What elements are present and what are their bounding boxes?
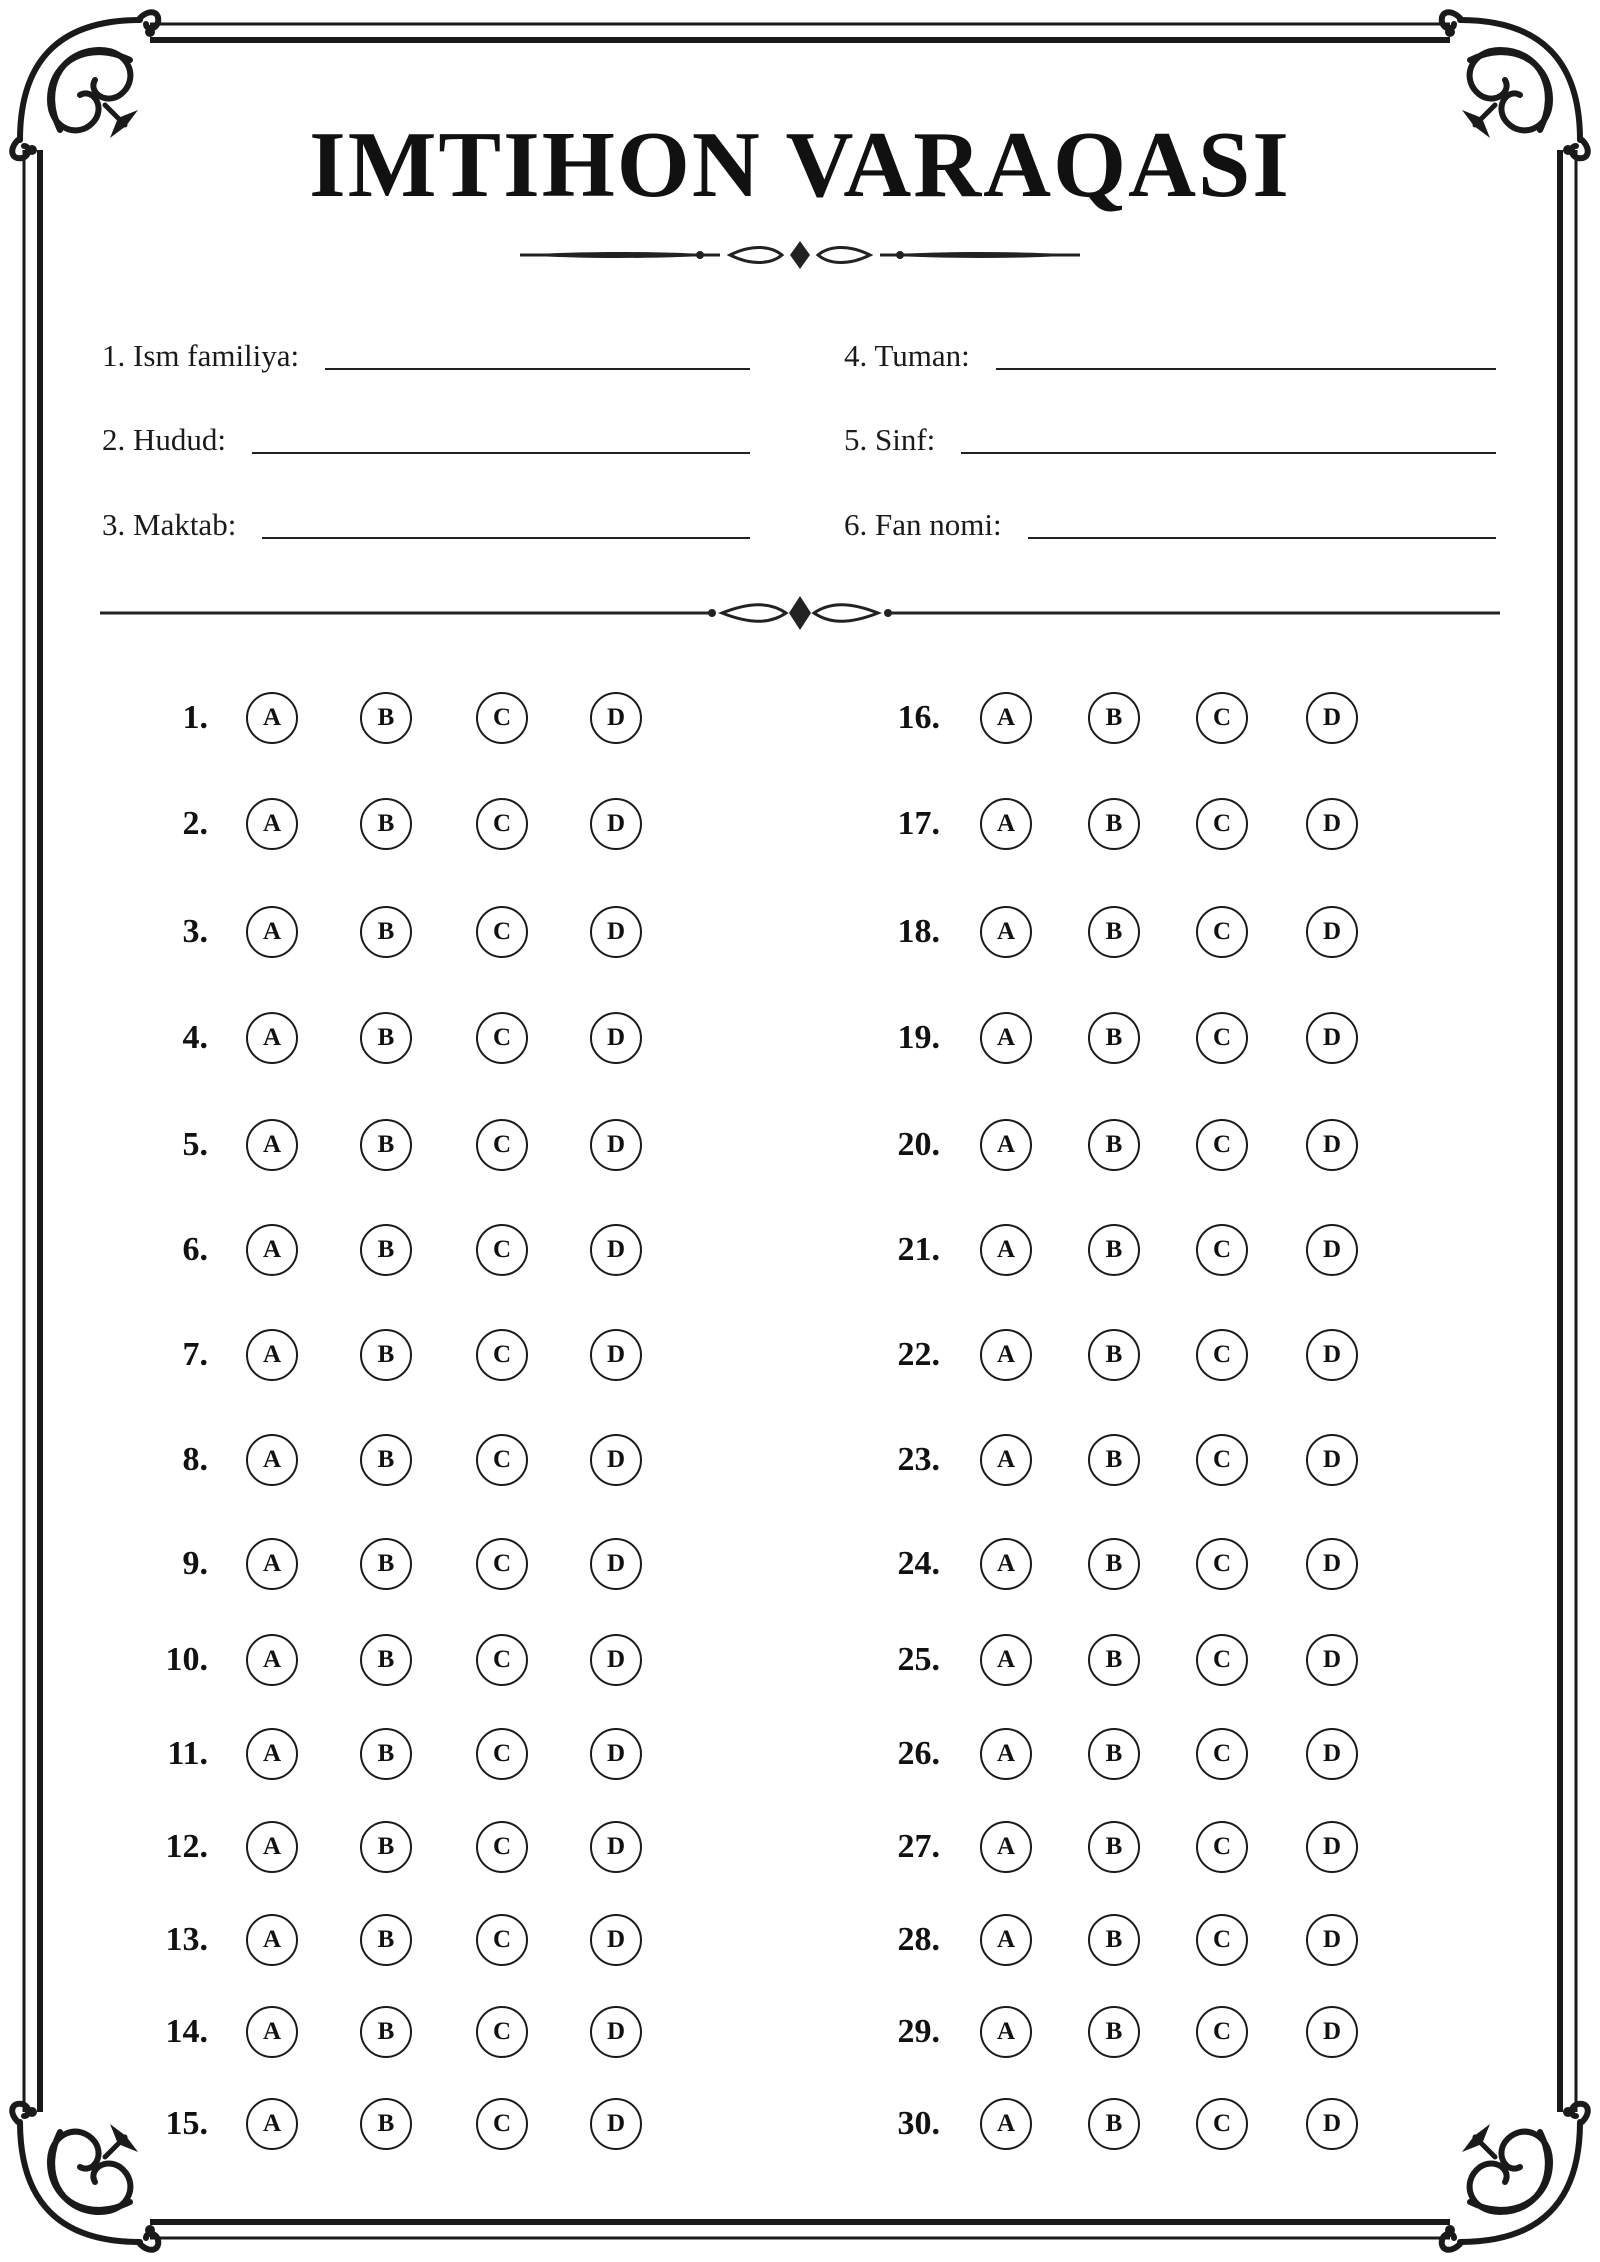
option-a-bubble[interactable]: A [980,2098,1032,2150]
option-c-bubble[interactable]: C [476,1012,528,1064]
option-a-bubble[interactable]: A [246,2006,298,2058]
option-a-bubble[interactable]: A [980,1119,1032,1171]
option-a-bubble[interactable]: A [980,1538,1032,1590]
region-field[interactable] [102,422,750,458]
option-a-bubble[interactable]: A [980,1012,1032,1064]
option-c-bubble[interactable]: C [476,2098,528,2150]
option-a-bubble[interactable]: A [980,1821,1032,1873]
option-b-bubble[interactable]: B [360,692,412,744]
option-a-bubble[interactable]: A [246,1914,298,1966]
option-b-bubble[interactable]: B [360,1119,412,1171]
option-a-bubble[interactable]: A [246,1634,298,1686]
option-a-bubble[interactable]: A [246,1224,298,1276]
option-a-bubble[interactable]: A [980,1329,1032,1381]
option-c-bubble[interactable]: C [1196,2098,1248,2150]
option-b-bubble[interactable]: B [1088,1634,1140,1686]
question-row [148,1630,626,1690]
question-row [148,1724,626,1784]
question-row [878,688,1342,748]
option-d-bubble[interactable]: D [590,906,642,958]
option-d-bubble[interactable]: D [590,1434,642,1486]
option-a-bubble[interactable]: A [246,1119,298,1171]
option-b-bubble[interactable]: B [1088,692,1140,744]
option-b-bubble[interactable]: B [360,1634,412,1686]
question-row [148,1534,626,1594]
option-d-bubble[interactable]: D [590,1538,642,1590]
option-a-bubble[interactable]: A [980,1728,1032,1780]
option-a-bubble[interactable]: A [246,798,298,850]
option-c-bubble[interactable]: C [1196,906,1248,958]
question-row [878,2002,1342,2062]
option-a-bubble[interactable]: A [246,1329,298,1381]
option-b-bubble[interactable]: B [1088,798,1140,850]
option-c-bubble[interactable]: C [1196,1012,1248,1064]
question-row [148,1430,626,1490]
class-input-line[interactable] [961,452,1496,454]
question-row [148,794,626,854]
question-row [148,1115,626,1175]
question-number: 13. [165,1921,208,1958]
option-c-bubble[interactable]: C [476,1329,528,1381]
option-d-bubble[interactable]: D [1306,1634,1358,1686]
question-number: 26. [897,1735,940,1772]
field-label: 3. Maktab: [102,507,237,542]
question-number: 27. [897,1828,940,1865]
option-c-bubble[interactable]: C [476,1119,528,1171]
option-d-bubble[interactable]: D [1306,1329,1358,1381]
name-input-line[interactable] [325,368,750,370]
question-number: 4. [182,1019,208,1056]
question-number: 24. [897,1545,940,1582]
option-a-bubble[interactable]: A [980,1634,1032,1686]
option-d-bubble[interactable]: D [590,1634,642,1686]
district-input-line[interactable] [996,368,1496,370]
question-number: 12. [165,1828,208,1865]
question-row [878,1115,1342,1175]
option-b-bubble[interactable]: B [1088,1329,1140,1381]
question-row [878,1220,1342,1280]
option-b-bubble[interactable]: B [1088,1914,1140,1966]
option-a-bubble[interactable]: A [980,1224,1032,1276]
question-row [878,2094,1342,2154]
option-d-bubble[interactable]: D [590,1224,642,1276]
option-b-bubble[interactable]: B [360,1538,412,1590]
option-a-bubble[interactable]: A [246,1538,298,1590]
question-number: 28. [897,1921,940,1958]
option-d-bubble[interactable]: D [1306,906,1358,958]
class-field[interactable] [844,422,1496,458]
question-number: 6. [182,1231,208,1268]
question-number: 29. [897,2013,940,2050]
option-c-bubble[interactable]: C [1196,1538,1248,1590]
option-d-bubble[interactable]: D [1306,2098,1358,2150]
option-a-bubble[interactable]: A [246,692,298,744]
question-row [878,1910,1342,1970]
option-b-bubble[interactable]: B [1088,1728,1140,1780]
option-b-bubble[interactable]: B [1088,2006,1140,2058]
question-number: 15. [165,2105,208,2142]
question-row [878,794,1342,854]
option-b-bubble[interactable]: B [1088,1012,1140,1064]
field-label: 4. Tuman: [844,338,970,373]
option-a-bubble[interactable]: A [980,2006,1032,2058]
question-row [148,2002,626,2062]
option-b-bubble[interactable]: B [1088,1224,1140,1276]
subject-input-line[interactable] [1028,537,1496,539]
question-row [148,1910,626,1970]
option-b-bubble[interactable]: B [1088,2098,1140,2150]
option-b-bubble[interactable]: B [360,1914,412,1966]
field-label: 2. Hudud: [102,422,226,457]
option-c-bubble[interactable]: C [1196,1914,1248,1966]
question-number: 23. [897,1441,940,1478]
question-number: 20. [897,1126,940,1163]
option-b-bubble[interactable]: B [1088,906,1140,958]
option-c-bubble[interactable]: C [1196,798,1248,850]
question-number: 9. [182,1545,208,1582]
option-c-bubble[interactable]: C [476,1728,528,1780]
question-row [878,1630,1342,1690]
question-number: 17. [897,805,940,842]
question-row [878,1430,1342,1490]
option-d-bubble[interactable]: D [590,692,642,744]
option-c-bubble[interactable]: C [1196,692,1248,744]
option-d-bubble[interactable]: D [1306,1012,1358,1064]
question-row [878,1008,1342,1068]
title-divider-ornament [520,235,1080,275]
option-d-bubble[interactable]: D [1306,1728,1358,1780]
option-a-bubble[interactable]: A [246,1821,298,1873]
option-d-bubble[interactable]: D [1306,1434,1358,1486]
option-a-bubble[interactable]: A [980,1434,1032,1486]
question-number: 5. [182,1126,208,1163]
option-c-bubble[interactable]: C [1196,1634,1248,1686]
region-input-line[interactable] [252,452,750,454]
question-row [148,1220,626,1280]
option-d-bubble[interactable]: D [590,1821,642,1873]
option-b-bubble[interactable]: B [1088,1538,1140,1590]
name-field[interactable] [102,338,750,374]
option-a-bubble[interactable]: A [246,906,298,958]
option-b-bubble[interactable]: B [360,1224,412,1276]
option-b-bubble[interactable]: B [360,1728,412,1780]
option-b-bubble[interactable]: B [1088,1119,1140,1171]
question-row [878,1817,1342,1877]
option-a-bubble[interactable]: A [980,1914,1032,1966]
option-d-bubble[interactable]: D [590,2006,642,2058]
subject-field[interactable] [844,507,1496,543]
option-b-bubble[interactable]: B [360,1434,412,1486]
question-number: 3. [182,913,208,950]
page-title: IMTIHON VARAQASI [309,113,1291,217]
option-a-bubble[interactable]: A [246,1012,298,1064]
field-label: 1. Ism familiya: [102,338,300,373]
option-c-bubble[interactable]: C [1196,1821,1248,1873]
option-b-bubble[interactable]: B [360,2098,412,2150]
option-c-bubble[interactable]: C [1196,1224,1248,1276]
option-c-bubble[interactable]: C [476,1538,528,1590]
option-d-bubble[interactable]: D [1306,1538,1358,1590]
option-d-bubble[interactable]: D [1306,1119,1358,1171]
option-b-bubble[interactable]: B [1088,1434,1140,1486]
question-number: 1. [182,699,208,736]
option-c-bubble[interactable]: C [1196,1728,1248,1780]
option-c-bubble[interactable]: C [476,1224,528,1276]
question-number: 19. [897,1019,940,1056]
option-c-bubble[interactable]: C [1196,1434,1248,1486]
option-b-bubble[interactable]: B [360,1821,412,1873]
option-d-bubble[interactable]: D [1306,798,1358,850]
option-d-bubble[interactable]: D [590,1914,642,1966]
question-row [878,902,1342,962]
option-b-bubble[interactable]: B [360,1012,412,1064]
question-row [148,1325,626,1385]
question-row [148,1008,626,1068]
question-number: 2. [182,805,208,842]
option-c-bubble[interactable]: C [476,1634,528,1686]
school-field[interactable] [102,507,750,543]
question-number: 10. [165,1641,208,1678]
option-c-bubble[interactable]: C [476,692,528,744]
question-row [148,2094,626,2154]
option-d-bubble[interactable]: D [590,798,642,850]
option-d-bubble[interactable]: D [1306,1914,1358,1966]
option-c-bubble[interactable]: C [476,1914,528,1966]
question-row [878,1325,1342,1385]
option-a-bubble[interactable]: A [246,2098,298,2150]
question-number: 16. [897,699,940,736]
field-label: 6. Fan nomi: [844,507,1002,542]
question-number: 14. [165,2013,208,2050]
option-d-bubble[interactable]: D [590,2098,642,2150]
option-d-bubble[interactable]: D [1306,1224,1358,1276]
option-b-bubble[interactable]: B [360,798,412,850]
question-number: 21. [897,1231,940,1268]
question-row [148,1817,626,1877]
district-field[interactable] [844,338,1496,374]
question-number: 22. [897,1336,940,1373]
option-d-bubble[interactable]: D [590,1012,642,1064]
question-number: 25. [897,1641,940,1678]
option-c-bubble[interactable]: C [476,906,528,958]
option-d-bubble[interactable]: D [1306,692,1358,744]
option-d-bubble[interactable]: D [590,1728,642,1780]
question-row [878,1724,1342,1784]
option-c-bubble[interactable]: C [1196,1329,1248,1381]
option-a-bubble[interactable]: A [980,692,1032,744]
option-b-bubble[interactable]: B [360,906,412,958]
option-a-bubble[interactable]: A [246,1728,298,1780]
option-d-bubble[interactable]: D [590,1119,642,1171]
option-d-bubble[interactable]: D [1306,2006,1358,2058]
option-c-bubble[interactable]: C [476,1821,528,1873]
field-label: 5. Sinf: [844,422,936,457]
option-d-bubble[interactable]: D [1306,1821,1358,1873]
question-number: 8. [182,1441,208,1478]
option-b-bubble[interactable]: B [1088,1821,1140,1873]
option-c-bubble[interactable]: C [1196,1119,1248,1171]
option-d-bubble[interactable]: D [590,1329,642,1381]
question-number: 11. [167,1735,208,1772]
option-a-bubble[interactable]: A [980,906,1032,958]
school-input-line[interactable] [262,537,750,539]
option-c-bubble[interactable]: C [1196,2006,1248,2058]
question-number: 18. [897,913,940,950]
section-divider-ornament [100,588,1500,638]
option-a-bubble[interactable]: A [980,798,1032,850]
option-a-bubble[interactable]: A [246,1434,298,1486]
question-row [148,688,626,748]
option-c-bubble[interactable]: C [476,2006,528,2058]
option-c-bubble[interactable]: C [476,1434,528,1486]
option-b-bubble[interactable]: B [360,1329,412,1381]
question-number: 7. [182,1336,208,1373]
question-row [878,1534,1342,1594]
question-row [148,902,626,962]
option-c-bubble[interactable]: C [476,798,528,850]
option-b-bubble[interactable]: B [360,2006,412,2058]
question-number: 30. [897,2105,940,2142]
